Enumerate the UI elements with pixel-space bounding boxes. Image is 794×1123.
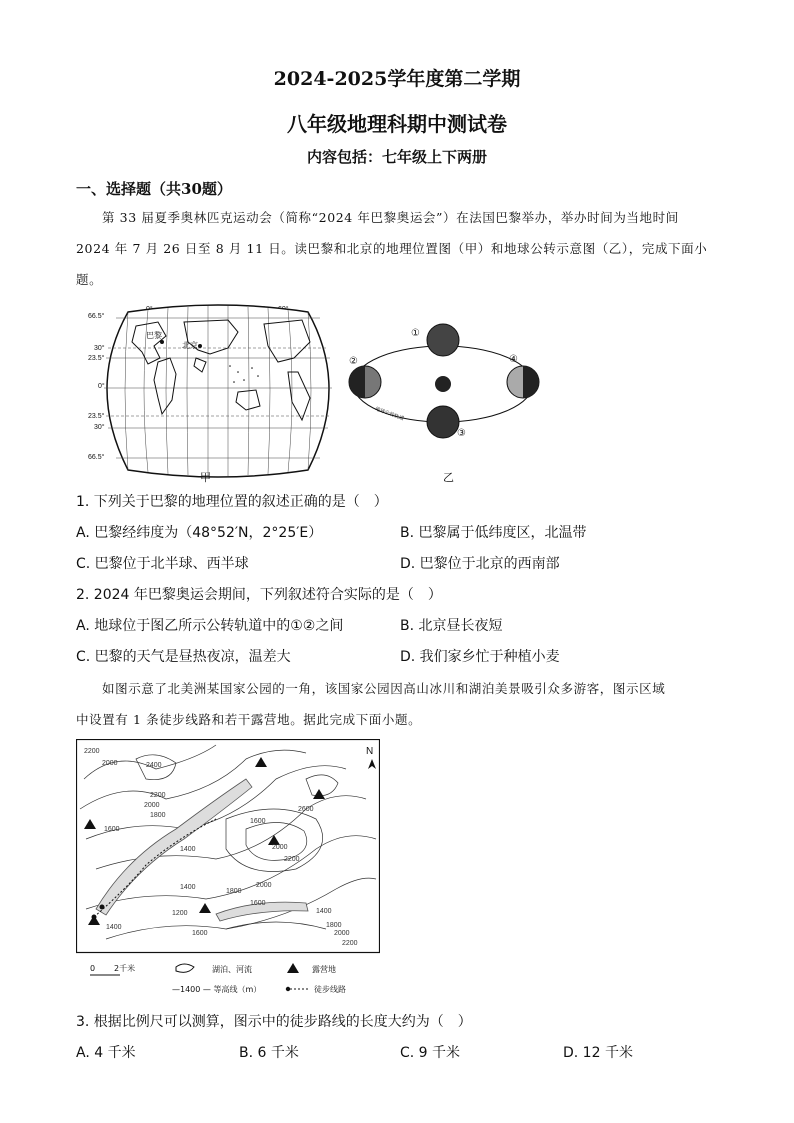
contour-label: 1800 <box>150 812 166 819</box>
contour-label: 2200 <box>150 792 166 799</box>
lat-label: 66.5° <box>88 454 105 461</box>
svg-text:N: N <box>366 746 374 757</box>
q3-option-a[interactable]: A. 4 千米 <box>76 1045 136 1061</box>
legend-camp: 露营地 <box>312 965 336 974</box>
passage-2-line-1: 如图示意了北美洲某国家公园的一角，该国家公园因高山冰川和湖泊美景吸引众多游客，图示区域 <box>102 681 666 696</box>
q3-option-d[interactable]: D. 12 千米 <box>563 1045 633 1061</box>
orbit-position-2: ② <box>349 356 358 367</box>
contour-label: 2000 <box>102 760 118 767</box>
lat-label: 30° <box>94 345 105 352</box>
exam-year-title: 2024-2025学年度第二学期 <box>273 68 521 90</box>
lat-label: 23.5° <box>88 355 105 362</box>
lat-label: 66.5° <box>88 313 105 320</box>
contour-label: 1600 <box>250 900 266 907</box>
passage-1-line-2: 2024 年 7 月 26 日至 8 月 11 日。读巴黎和北京的地理位置图（甲）和地球公转示意图（乙），完成下面小 <box>76 241 708 256</box>
contour-label: 2000 <box>144 802 160 809</box>
contour-label: 1800 <box>226 888 242 895</box>
contour-label: 2000 <box>334 930 350 937</box>
passage-2-line-2: 中设置有 1 条徒步线路和若干露营地。据此完成下面小题。 <box>76 712 422 727</box>
contour-label: 1400 <box>316 908 332 915</box>
q1-option-b[interactable]: B. 巴黎属于低纬度区，北温带 <box>400 525 587 541</box>
contour-map-figure <box>76 739 380 995</box>
contour-label: 1400 <box>180 884 196 891</box>
figure-jia-caption: 甲 <box>200 471 211 484</box>
q3-option-b[interactable]: B. 6 千米 <box>239 1045 299 1061</box>
passage-1 <box>76 202 718 295</box>
contour-label: 2600 <box>298 806 314 813</box>
q2-option-c[interactable]: C. 巴黎的天气是昼热夜凉，温差大 <box>76 649 291 665</box>
q3-option-c[interactable]: C. 9 千米 <box>400 1045 461 1061</box>
legend-route: 徒步线路 <box>314 985 346 994</box>
q2-option-d[interactable]: D. 我们家乡忙于种植小麦 <box>400 649 560 665</box>
lake-icon <box>176 964 194 972</box>
orbit-position-1: ① <box>411 328 420 339</box>
orbit-position-4: ④ <box>509 354 518 365</box>
q1-option-d[interactable]: D. 巴黎位于北京的西南部 <box>400 556 560 572</box>
orbit-figure <box>345 318 557 468</box>
q1-option-c[interactable]: C. 巴黎位于北半球、西半球 <box>76 556 249 572</box>
passage-1-line-3: 题。 <box>76 272 103 287</box>
question-1-stem: 1. 下列关于巴黎的地理位置的叙述正确的是（ ） <box>76 494 388 510</box>
lat-label: 30° <box>94 424 105 431</box>
contour-label: 2400 <box>146 762 162 769</box>
sun-icon <box>435 376 451 392</box>
contour-label: 2000 <box>272 844 288 851</box>
place-label-beijing: 北京 <box>182 341 198 350</box>
contour-label: 2200 <box>342 940 358 947</box>
contour-label: 2200 <box>84 748 100 755</box>
orbit-label: 地球公转轨道 <box>374 406 405 423</box>
exam-title: 八年级地理科期中测试卷 <box>287 112 507 136</box>
scale-label: 2千米 <box>114 964 136 973</box>
q2-option-a[interactable]: A. 地球位于图乙所示公转轨道中的①②之间 <box>76 618 344 634</box>
contour-label: 1400 <box>106 924 122 931</box>
legend-lake: 湖泊、河流 <box>212 965 252 974</box>
contour-label: 2000 <box>256 882 272 889</box>
scale-zero: 0 <box>90 964 96 973</box>
world-map-figure <box>88 302 348 482</box>
question-2-stem: 2. 2024 年巴黎奥运会期间，下列叙述符合实际的是（ ） <box>76 587 442 603</box>
figure-yi-caption: 乙 <box>443 471 454 484</box>
passage-2 <box>76 673 718 735</box>
contour-label: 1400 <box>180 846 196 853</box>
lat-label: 23.5° <box>88 413 105 420</box>
contour-label: 1800 <box>326 922 342 929</box>
lat-label: 0° <box>98 383 105 390</box>
q2-option-b[interactable]: B. 北京昼长夜短 <box>400 618 503 634</box>
contour-label: 1200 <box>172 910 188 917</box>
contour-label: 2200 <box>284 856 300 863</box>
place-label-paris: 巴黎 <box>146 331 162 340</box>
q1-option-a[interactable]: A. 巴黎经纬度为（48°52′N，2°25′E） <box>76 525 323 541</box>
exam-scope: 内容包括：七年级上下两册 <box>306 148 487 166</box>
orbit-position-3: ③ <box>457 428 466 439</box>
question-3-stem: 3. 根据比例尺可以测算，图示中的徒步路线的长度大约为（ ） <box>76 1014 472 1030</box>
camp-legend-icon <box>287 963 299 973</box>
legend-contour: —1400 — 等高线（m） <box>172 985 262 994</box>
contour-label: 1600 <box>192 930 208 937</box>
passage-1-line-1: 第 33 届夏季奥林匹克运动会（简称“2024 年巴黎奥运会”）在法国巴黎举办，举办时间为当地时间 <box>102 210 679 225</box>
contour-label: 1600 <box>250 818 266 825</box>
contour-label: 1600 <box>104 826 120 833</box>
section-title: 一、选择题（共30题） <box>76 180 232 198</box>
